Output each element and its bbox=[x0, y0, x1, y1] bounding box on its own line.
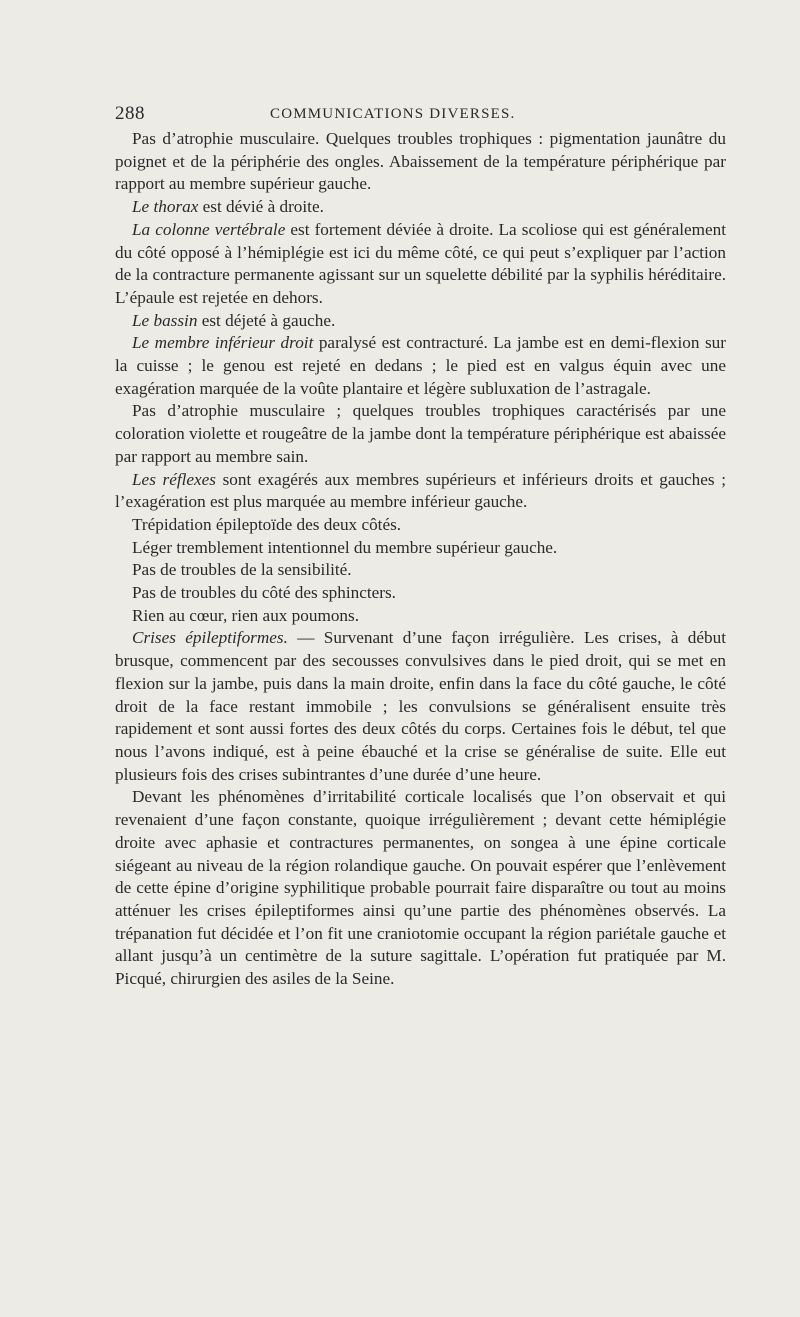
paragraph-3-lead: La colonne vertébrale bbox=[132, 219, 286, 239]
paragraph-5-text: paralysé est contracturé. La jambe est en demi-flexion sur la cuisse ; le genou est rejeté en dedans ; le pied est en valgus équin avec une exagération marquée de la voûte plantaire et légère subluxation de l’astragale. bbox=[115, 333, 726, 398]
paragraph-12-text: Rien au cœur, rien aux poumons. bbox=[132, 605, 359, 625]
paragraph-2-lead: Le thorax bbox=[132, 197, 199, 217]
paragraph-12 bbox=[115, 605, 726, 628]
paragraph-7 bbox=[115, 469, 726, 514]
paragraph-11-text: Pas de troubles du côté des sphincters. bbox=[132, 583, 396, 603]
paragraph-10-text: Pas de troubles de la sensibilité. bbox=[132, 560, 352, 580]
paragraph-13-text: — Survenant d’une façon irrégulière. Les crises, à début brusque, commencent par des secousses convulsives dans le pied droit, qui se met en flexion sur la jambe, puis dans la main droite, enfin dans la face du côté gauche, le côté droit de la face restant immobile ; les convulsions se généralisent ensuite très rapidement et sont aussi fortes des deux côtés du corps. Certaines fois le début, tel que nous l’avons indiqué, est à peine ébauché et la crise se généralise de suite. Elle eut plusieurs fois des crises subintrantes d’une durée d’une heure. bbox=[115, 628, 726, 784]
page-number: 288 bbox=[115, 103, 145, 124]
paragraph-6-text: Pas d’atrophie musculaire ; quelques troubles trophiques caractérisés par une coloration violette et rougeâtre de la jambe dont la température périphérique est abaissée par rapport au membre sain. bbox=[115, 401, 726, 466]
paragraph-9 bbox=[115, 537, 726, 560]
paragraph-4-lead: Le bassin bbox=[132, 310, 198, 330]
paragraph-8 bbox=[115, 514, 726, 537]
paragraph-2 bbox=[115, 196, 726, 219]
paragraph-7-lead: Les réflexes bbox=[132, 469, 216, 489]
paragraph-4-text: est déjeté à gauche. bbox=[197, 310, 336, 330]
paragraph-1-text: Pas d’atrophie musculaire. Quelques troubles trophiques : pigmentation jaunâtre du poignet et de la périphérie des ongles. Abaissement de la température périphérique par rapport au membre supérieur gauche. bbox=[115, 129, 726, 194]
running-title: COMMUNICATIONS DIVERSES. bbox=[270, 106, 516, 122]
paragraph-7-text: sont exagérés aux membres supérieurs et inférieurs droits et gauches ; l’exagération est plus marquée au membre inférieur gauche. bbox=[115, 469, 726, 512]
page-header bbox=[115, 103, 755, 129]
paragraph-3 bbox=[115, 219, 726, 310]
paragraph-4 bbox=[115, 310, 726, 333]
paragraph-14 bbox=[115, 786, 726, 990]
paragraph-5-lead: Le membre inférieur droit bbox=[132, 333, 314, 353]
paragraph-9-text: Léger tremblement intentionnel du membre supérieur gauche. bbox=[132, 537, 558, 557]
paragraph-5 bbox=[115, 332, 726, 400]
paragraph-8-text: Trépidation épileptoïde des deux côtés. bbox=[132, 514, 402, 534]
paragraph-13 bbox=[115, 627, 726, 786]
paragraph-14-text: Devant les phénomènes d’irritabilité corticale localisés que l’on observait et qui revenaient d’une façon constante, quoique irrégulièrement ; devant cette hémiplégie droite avec aphasie et contractures permanentes, on songea à une épine corticale siégeant au niveau de la région rolandique gauche. On pouvait espérer que l’enlèvement de cette épine d’origine syphilitique probable pourrait faire disparaître ou tout au moins atténuer les crises épileptiformes ainsi qu’une partie des phénomènes observés. La trépanation fut décidée et l’on fit une craniotomie occupant la région pariétale gauche et allant jusqu’à un centimètre de la suture sagittale. L’opération fut pratiquée par M. Picqué, chirurgien des asiles de la Seine. bbox=[115, 787, 726, 989]
paragraph-6 bbox=[115, 400, 726, 468]
paragraph-11 bbox=[115, 582, 726, 605]
paragraph-10 bbox=[115, 559, 726, 582]
paragraph-13-lead: Crises épileptiformes. bbox=[132, 628, 288, 648]
paragraph-2-text: est dévié à droite. bbox=[198, 197, 324, 217]
paragraph-3-text: est fortement déviée à droite. La scoliose qui est généralement du côté opposé à l’hémiplégie est ici du même côté, ce qui peut s’expliquer par l’action de la contracture permanente agissant sur un squelette débilité par la syphilis héréditaire. L’épaule est rejetée en dehors. bbox=[115, 219, 726, 307]
paragraph-1 bbox=[115, 128, 726, 196]
body-text bbox=[115, 128, 726, 991]
